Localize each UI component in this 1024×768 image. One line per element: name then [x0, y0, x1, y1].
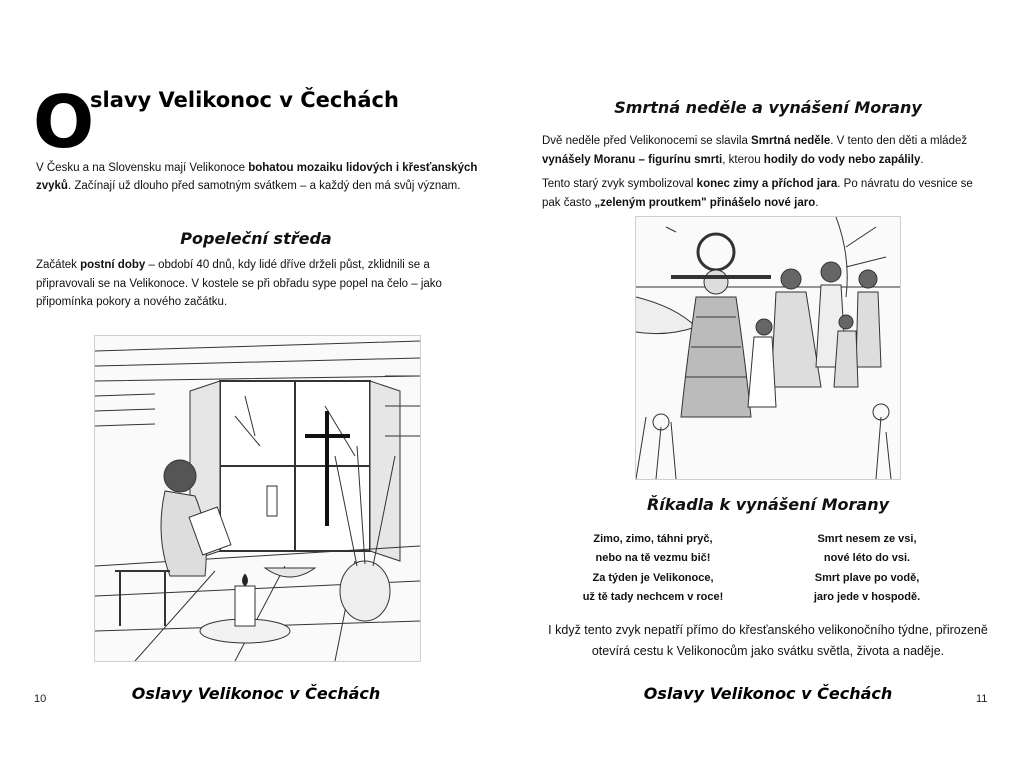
rhyme-left: [553, 530, 753, 607]
page-number-left: 10: [34, 693, 47, 705]
footer-title-left: Oslavy Velikonoc v Čechách: [131, 684, 381, 703]
morana-procession-sketch: [636, 217, 900, 479]
rhyme-line: Smrt nesem ze vsi,: [817, 533, 917, 545]
smrtna-nedele-paragraph-2: Tento starý zvyk symbolizoval konec zimy a příchod jara. Po návratu do vesnice se pak často „zeleným proutkem" přinášelo nové jaro.: [542, 178, 973, 209]
rhyme-line: Smrt plave po vodě,: [814, 571, 920, 584]
closing-paragraph: I když tento zvyk nepatří přímo do křesťanského velikonočního týdne, přirozeně otevírá cestu k Velikonocům jako svátku světla, života a naděje.: [548, 623, 988, 658]
rhyme-line: nové léto do vsi.: [823, 552, 911, 565]
footer-title-right: Oslavy Velikonoc v Čechách: [643, 684, 893, 703]
illustration-ash-wednesday: [94, 335, 421, 662]
prayer-room-sketch: [95, 336, 420, 661]
rhyme-line: už tě tady nechcem v roce!: [582, 590, 724, 603]
intro-paragraph: V Česku a na Slovensku mají Velikonoce bohatou mozaiku lidových i křesťanských zvyků. Začínají už dlouho před samotným svátkem – a každý den má svůj význam.: [36, 162, 478, 192]
right-page: [512, 0, 1024, 768]
illustration-morana: [635, 216, 901, 480]
section-title-ash-wednesday: Popeleční středa: [180, 229, 332, 248]
rhyme-right: [767, 530, 967, 607]
drop-cap: O: [33, 80, 95, 164]
rhyme-line: Zimo, zimo, táhni pryč,: [593, 533, 713, 545]
rhyme-line: nebo na tě vezmu bič!: [595, 552, 711, 565]
page-number-right: 11: [976, 693, 988, 705]
ash-wednesday-paragraph: Začátek postní doby – období 40 dnů, kdy lidé dříve drželi půst, zklidnili se a připravovali se na Velikonoce. V kostele se při obřadu sype popel na čelo – jako připomínka pokory a nového začátku.: [36, 259, 442, 308]
smrtna-nedele-paragraph-1: Dvě neděle před Velikonocemi se slavila Smrtná neděle. V tento den děti a mládež vynášely Moranu – figurínu smrti, kterou hodily do vody nebo zapálily.: [542, 135, 968, 166]
section-title-rikadla: Říkadla k vynášení Morany: [646, 495, 890, 514]
rhyme-line: Za týden je Velikonoce,: [592, 571, 714, 584]
section-title-smrtna-nedele: Smrtná neděle a vynášení Morany: [614, 98, 922, 117]
page-title: slavy Velikonoc v Čechách: [90, 88, 399, 112]
rhyme-line: jaro jede v hospodě.: [813, 590, 921, 603]
